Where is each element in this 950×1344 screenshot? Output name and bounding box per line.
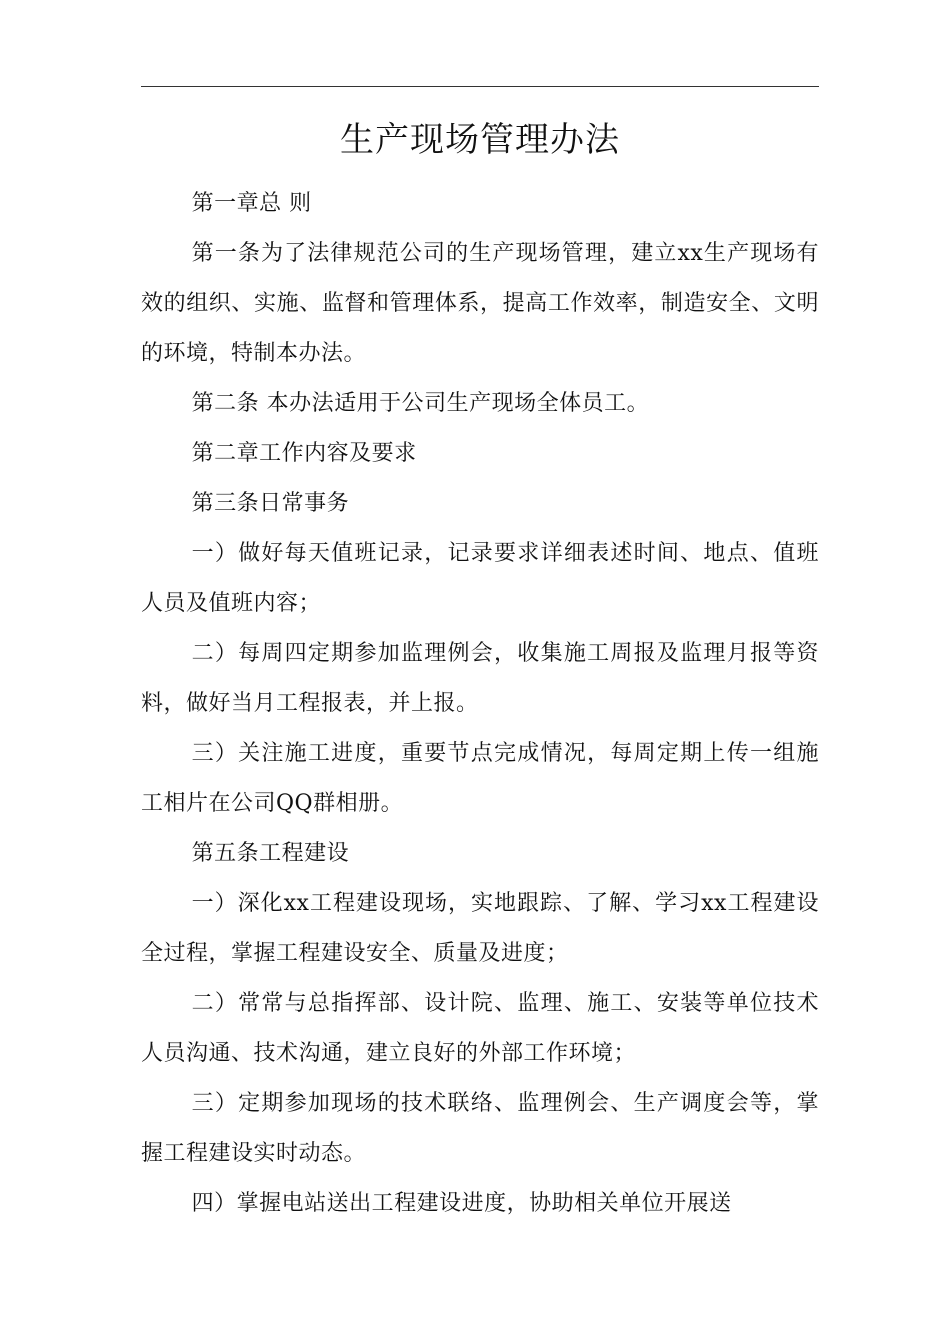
article-heading: 第三条日常事务 xyxy=(191,491,350,516)
list-item: 二）常常与总指挥部、设计院、监理、施工、安装等单位技术人员沟通、技术沟通，建立良好的外部工作环境； xyxy=(141,991,819,1066)
document-body xyxy=(141,179,819,1229)
header-rule xyxy=(141,86,819,87)
list-item: 四）掌握电站送出工程建设进度，协助相关单位开展送 xyxy=(191,1191,732,1216)
document-title: 生产现场管理办法 xyxy=(340,120,620,160)
list-item: 三）关注施工进度，重要节点完成情况，每周定期上传一组施工相片在公司QQ群相册。 xyxy=(141,741,819,816)
chapter-heading: 第二章工作内容及要求 xyxy=(191,441,417,466)
paragraph: 第一条为了法律规范公司的生产现场管理，建立xx生产现场有效的组织、实施、监督和管理体系，提高工作效率，制造安全、文明的环境，特制本办法。 xyxy=(141,241,819,366)
list-item: 一）深化xx工程建设现场，实地跟踪、了解、学习xx工程建设全过程，掌握工程建设安全、质量及进度； xyxy=(141,891,819,966)
list-item: 二）每周四定期参加监理例会，收集施工周报及监理月报等资料，做好当月工程报表，并上报。 xyxy=(141,641,819,716)
list-item: 一）做好每天值班记录，记录要求详细表述时间、地点、值班人员及值班内容； xyxy=(141,541,819,616)
chapter-heading: 第一章总 则 xyxy=(191,191,312,216)
list-item: 三）定期参加现场的技术联络、监理例会、生产调度会等，掌握工程建设实时动态。 xyxy=(141,1091,819,1166)
paragraph: 第二条 本办法适用于公司生产现场全体员工。 xyxy=(191,391,650,416)
article-heading: 第五条工程建设 xyxy=(191,841,350,866)
